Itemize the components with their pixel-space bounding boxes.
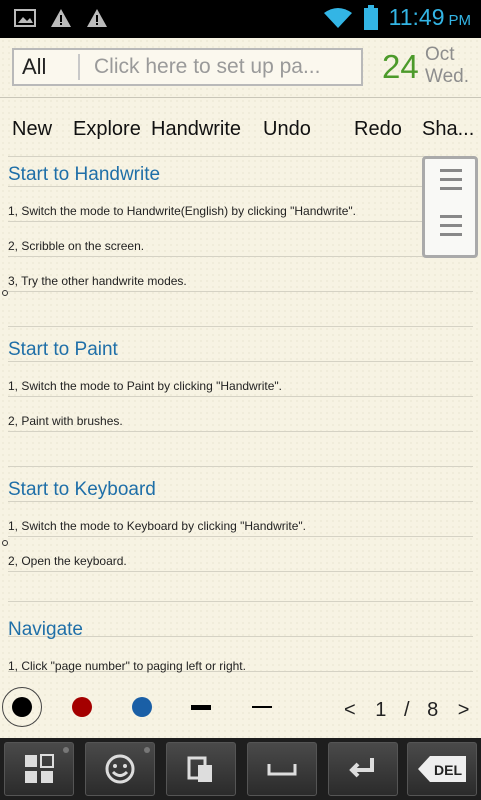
date-month[interactable]: Oct [425,44,455,65]
delete-icon [416,754,468,784]
page-separator: / [403,699,410,721]
delete-label: DEL [434,762,462,778]
note-line: 3, Try the other handwrite modes. [8,274,187,288]
grip-line [440,224,462,227]
smiley-icon [105,754,135,784]
enter-key[interactable] [328,742,398,796]
next-page-button[interactable]: > [457,699,470,721]
ruled-line [8,396,473,397]
section-title: Start to Paint [8,339,118,360]
battery-icon [363,5,379,31]
warning-icon [50,8,72,28]
color-black[interactable] [12,697,32,717]
wifi-icon [323,7,353,29]
ruled-line [8,361,473,362]
ruled-line [8,571,473,572]
ruled-line [8,221,473,222]
redo-button[interactable]: Redo [354,118,402,140]
paste-key[interactable] [166,742,236,796]
ruled-line [8,291,473,292]
section-title: Start to Keyboard [8,479,156,500]
handwrite-button[interactable]: Handwrite [151,118,242,140]
clipboard-icon [186,754,216,784]
ruled-line [8,536,473,537]
ruled-line [8,466,473,467]
ruled-line [8,431,473,432]
color-blue[interactable] [132,697,152,717]
explore-button[interactable]: Explore [73,118,141,140]
clock [389,4,471,31]
grip-line [440,178,462,181]
color-red[interactable] [72,697,92,717]
cursor-marker [2,290,8,296]
clock-ampm: PM [448,12,471,29]
page-total: 8 [427,699,439,721]
ruled-line [8,186,473,187]
section-title: Start to Handwrite [8,164,161,185]
toolbar [0,108,481,148]
apps-grid-icon [23,753,55,785]
ruled-line [8,256,473,257]
thick-stroke-button[interactable] [191,705,211,710]
new-button[interactable]: New [12,118,53,140]
note-page[interactable] [0,38,481,738]
divider [0,97,481,98]
scope-selector[interactable]: All [14,54,80,80]
search-input[interactable]: Click here to set up pa... [94,55,321,78]
key-indicator [63,747,69,753]
thin-stroke-button[interactable] [252,706,272,708]
date-weekday[interactable]: Wed. [425,66,470,87]
note-line: 2, Open the keyboard. [8,554,127,568]
key-indicator [144,747,150,753]
search-box[interactable] [12,48,363,86]
note-line: 2, Scribble on the screen. [8,239,145,253]
page-number[interactable]: 1 [375,699,387,721]
note-line: 1, Switch the mode to Paint by clicking "Handwrite". [8,379,282,393]
section-title: Navigate [8,619,83,640]
clock-time: 11:49 [388,4,445,30]
ruled-line [8,501,473,502]
pen-palette [0,685,481,735]
note-line: 2, Paint with brushes. [8,414,123,428]
emoji-key[interactable] [85,742,155,796]
gallery-icon [14,8,36,28]
ruled-line [8,156,473,157]
grip-line [440,169,462,172]
scroll-handle[interactable] [422,156,478,258]
prev-page-button[interactable]: < [344,699,356,721]
note-line: 1, Switch the mode to Handwrite(English) by clicking "Handwrite". [8,204,356,218]
ruled-line [8,601,473,602]
cursor-marker [2,540,8,546]
status-bar [0,0,481,38]
date-day[interactable]: 24 [382,48,419,85]
space-key[interactable] [247,742,317,796]
grip-line [440,215,462,218]
header [0,38,481,96]
grip-line [440,187,462,190]
space-icon [267,762,297,776]
share-button[interactable]: Sha... [422,118,475,140]
note-line: 1, Click "page number" to paging left or right. [8,659,246,673]
page-navigator [344,699,469,722]
input-dock [0,738,481,800]
menu-key[interactable] [4,742,74,796]
ruled-line [8,326,473,327]
grip-line [440,233,462,236]
undo-button[interactable]: Undo [263,118,311,140]
warning-icon [86,8,108,28]
note-line: 1, Switch the mode to Keyboard by clicking "Handwrite". [8,519,306,533]
enter-icon [348,756,378,782]
delete-key[interactable] [407,742,477,796]
